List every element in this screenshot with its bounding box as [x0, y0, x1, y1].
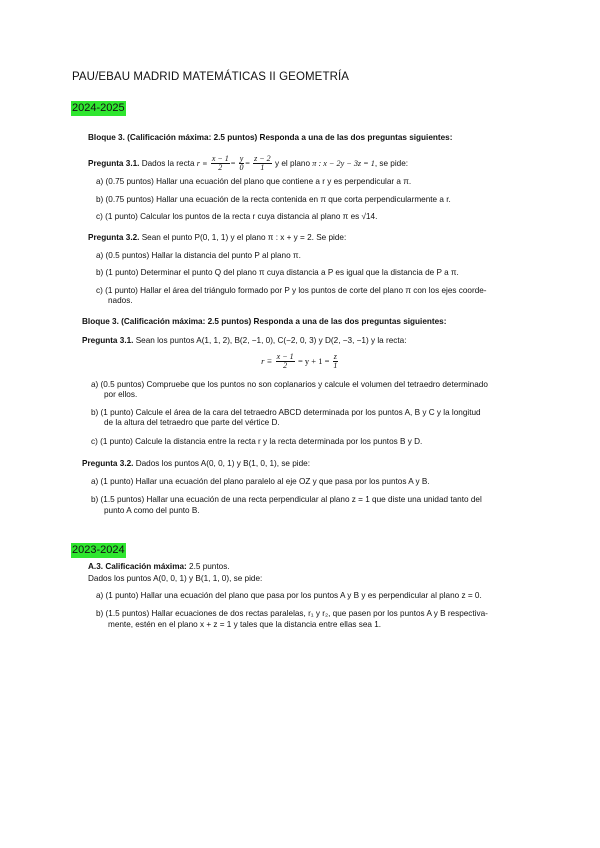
list-item: c) (1 punto) Calcular los puntos de la recta r cuya distancia al plano π es √14. — [96, 212, 378, 221]
list-item-continuation: punto A como del punto B. — [104, 506, 200, 515]
list-item: a) (0.5 puntos) Compruebe que los puntos no son coplanarios y calcule el volumen del tetraedro determinado — [91, 380, 488, 389]
year-heading-2024-2025: 2024-2025 — [72, 102, 125, 114]
line-equation: r ≡ $\frac{x - 1}{2}$ = y + 1 = $\frac{z}{1}$ — [261, 352, 338, 371]
list-item: b) (0.75 puntos) Hallar una ecuación de la recta contenida en π que corta perpendicularmente a r. — [96, 195, 451, 204]
list-item: a) (0.75 puntos) Hallar una ecuación del plano que contiene a r y es perpendicular a π. — [96, 177, 412, 186]
list-item: b) (1 punto) Calcule el área de la cara del tetraedro ABCD determinada por los puntos A, B y C y la longitud — [91, 408, 481, 417]
a3-heading: A.3. Calificación máxima: 2.5 puntos. — [88, 562, 230, 571]
list-item-continuation: por ellos. — [104, 390, 138, 399]
list-item: a) (1 punto) Hallar una ecuación del plano que pasa por los puntos A y B y es perpendicular al plano z = 0. — [96, 591, 482, 600]
year-heading-2023-2024: 2023-2024 — [72, 544, 125, 556]
list-item: b) (1.5 puntos) Hallar una ecuación de una recta perpendicular al plano z = 1 que diste una unidad tanto del — [91, 495, 482, 504]
list-item-continuation: nados. — [108, 296, 133, 305]
bloque-heading: Bloque 3. (Calificación máxima: 2.5 puntos) Responda a una de las dos preguntas siguientes: — [82, 317, 447, 326]
list-item: c) (1 punto) Hallar el área del triángulo formado por P y los puntos de corte del plano π con los ejes coorde- — [96, 286, 487, 295]
list-item: c) (1 punto) Calcule la distancia entre la recta r y la recta determinada por los puntos B y D. — [91, 437, 423, 446]
list-item: b) (1.5 puntos) Hallar ecuaciones de dos rectas paralelas, r₁ y r₂, que pasen por los puntos A y B respectiva- — [96, 609, 488, 618]
list-item: a) (1 punto) Hallar una ecuación del plano paralelo al eje OZ y que pasa por los puntos A y B. — [91, 477, 430, 486]
pregunta-3-1-statement: Pregunta 3.1. Sean los puntos A(1, 1, 2), B(2, −1, 0), C(−2, 0, 3) y D(2, −3, −1) y la recta: — [82, 336, 407, 345]
list-item: b) (1 punto) Determinar el punto Q del plano π cuya distancia a P es igual que la distancia de P a π. — [96, 268, 459, 277]
pregunta-3-2-statement: Pregunta 3.2. Dados los puntos A(0, 0, 1) y B(1, 0, 1), se pide: — [82, 459, 311, 468]
list-item-continuation: de la altura del tetraedro que parte del vértice D. — [104, 418, 280, 427]
list-item-continuation: mente, estén en el plano x + z = 1 y tales que la distancia entre ellas sea 1. — [108, 620, 382, 629]
bloque-heading: Bloque 3. (Calificación máxima: 2.5 puntos) Responda a una de las dos preguntas siguientes: — [88, 133, 453, 142]
page-title: PAU/EBAU MADRID MATEMÁTICAS II GEOMETRÍA — [72, 71, 350, 83]
pregunta-3-1-statement: Pregunta 3.1. Dados la recta r ≡ $\frac{x - 1}{2}$ = $\frac{y}{0}$ = $\frac{z - 2}{1}$ y el plano π : x − 2y − 3z = 1, se pide: — [88, 154, 409, 173]
list-item: a) (0.5 puntos) Hallar la distancia del punto P al plano π. — [96, 251, 301, 260]
a3-intro: Dados los puntos A(0, 0, 1) y B(1, 1, 0), se pide: — [88, 574, 263, 583]
pregunta-3-2-statement: Pregunta 3.2. Sean el punto P(0, 1, 1) y el plano π : x + y = 2. Se pide: — [88, 233, 347, 242]
